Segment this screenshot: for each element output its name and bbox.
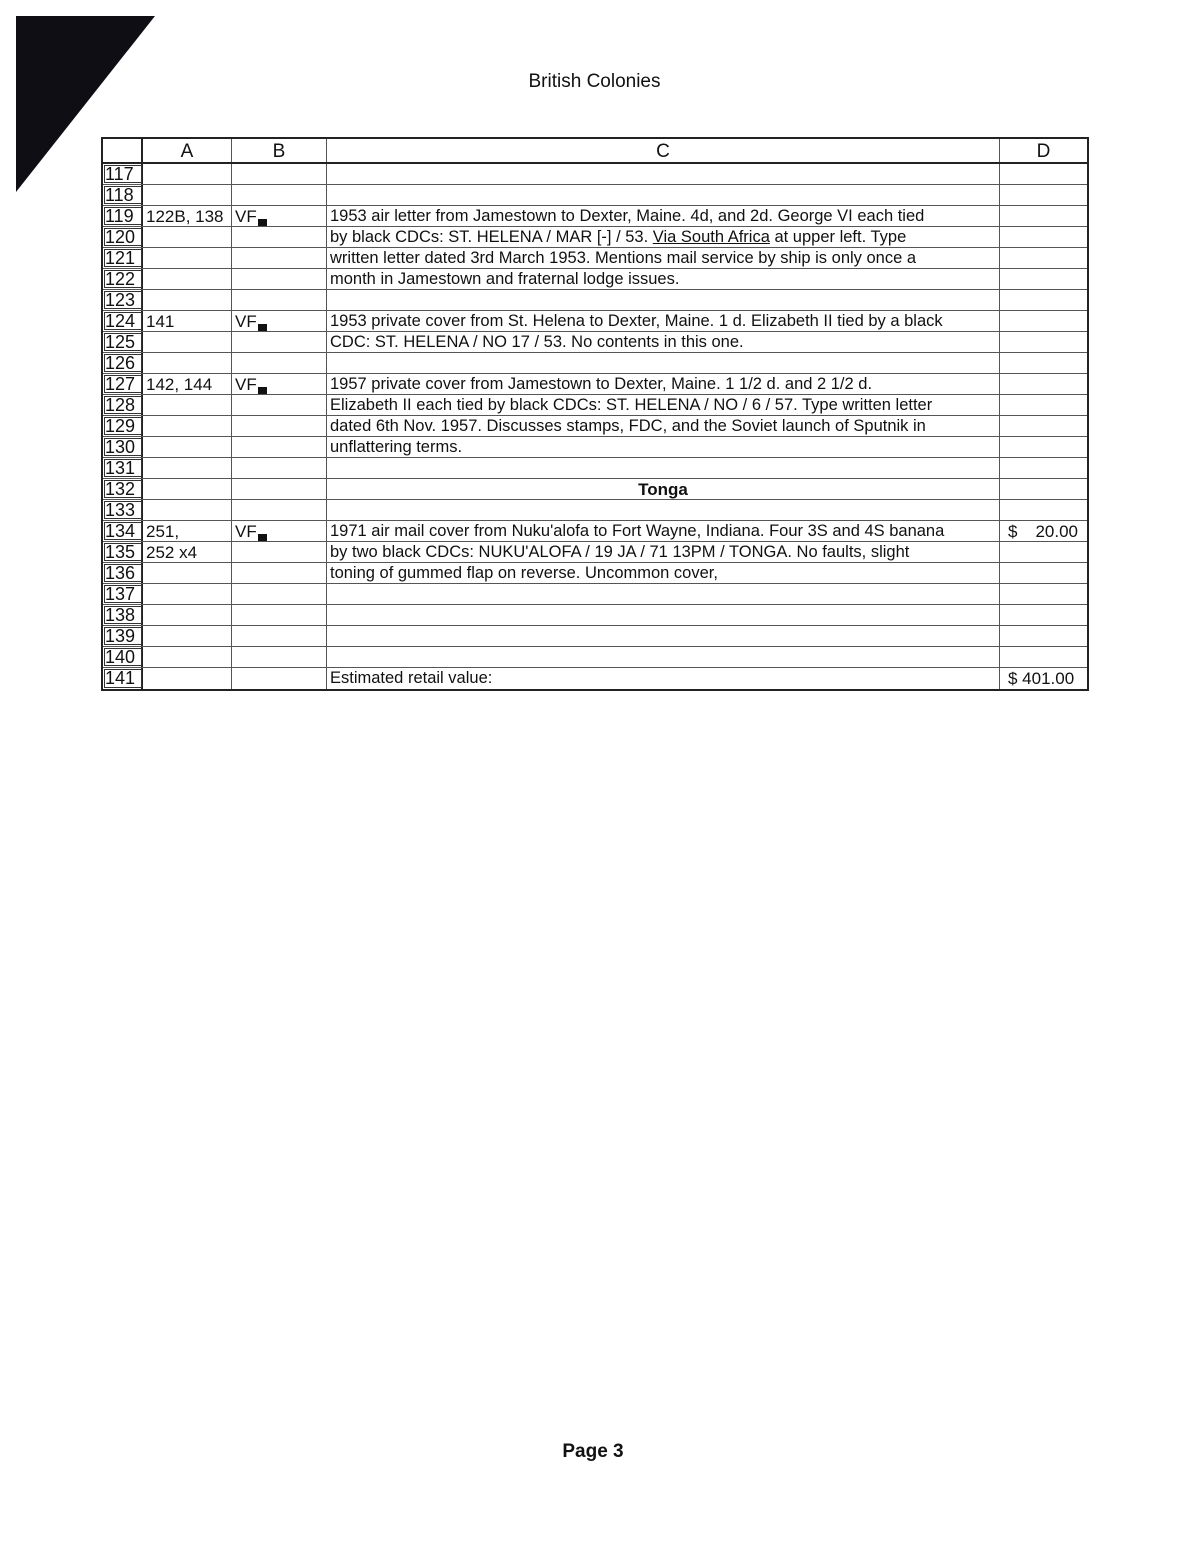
column-header-d: D: [1036, 141, 1051, 162]
cell-c: month in Jamestown and fraternal lodge issues.: [327, 269, 1000, 289]
cell-b: [232, 668, 327, 689]
row-number: 121: [103, 248, 143, 268]
underlined-route-text: Via South Africa: [652, 228, 770, 246]
cell-d: [1000, 437, 1087, 457]
cell-c: [327, 458, 1000, 478]
cell-a: [143, 395, 232, 415]
cell-b: [232, 605, 327, 625]
row-number: 140: [103, 647, 143, 667]
cell-b: [232, 416, 327, 436]
cell-c: by two black CDCs: NUKU'ALOFA / 19 JA / 71 13PM / TONGA. No faults, slight: [327, 542, 1000, 562]
row-number: 124: [103, 311, 143, 331]
corner-header-cell: [103, 139, 143, 162]
cell-a: 251,: [143, 521, 232, 541]
cell-c: [327, 626, 1000, 646]
row-number: 139: [103, 626, 143, 646]
cell-a: 252 x4: [143, 542, 232, 562]
cell-d: [1000, 332, 1087, 352]
table-row: [103, 206, 1087, 227]
cell-d: [1000, 647, 1087, 667]
cell-a: [143, 605, 232, 625]
cell-a: [143, 353, 232, 373]
grade-mark-icon: [258, 387, 267, 394]
cell-b: [232, 563, 327, 583]
page-number: Page 3: [562, 1441, 624, 1462]
table-row: [103, 668, 1087, 689]
cell-d: [1000, 395, 1087, 415]
cell-b: [232, 479, 327, 499]
cell-b: [232, 542, 327, 562]
cell-b: [232, 206, 327, 226]
row-number: 123: [103, 290, 143, 310]
cell-b: [232, 185, 327, 205]
cell-d: [1000, 605, 1087, 625]
cell-d: [1000, 542, 1087, 562]
row-number: 117: [103, 164, 143, 184]
cell-a: [143, 437, 232, 457]
table-row: [103, 290, 1087, 311]
cell-d: [1000, 626, 1087, 646]
cell-b: [232, 332, 327, 352]
cell-b: [232, 269, 327, 289]
cell-b: [232, 164, 327, 184]
table-row: [103, 353, 1087, 374]
estimated-value-total: $ 401.00: [1008, 669, 1075, 688]
row-number: 141: [103, 668, 143, 689]
cell-c: written letter dated 3rd March 1953. Mentions mail service by ship is only once a: [327, 248, 1000, 268]
cell-c: [327, 185, 1000, 205]
cell-d: [1000, 227, 1087, 247]
row-number: 120: [103, 227, 143, 247]
column-header-c: C: [327, 139, 1000, 162]
cell-d: [1000, 290, 1087, 310]
currency-symbol: $: [1008, 522, 1018, 541]
table-row: [103, 437, 1087, 458]
cell-d: [1000, 269, 1087, 289]
table-row: [103, 458, 1087, 479]
row-number: 118: [103, 185, 143, 205]
cell-a: [143, 185, 232, 205]
cell-b: [232, 395, 327, 415]
grade-label: VF: [235, 207, 257, 226]
cell-c: [327, 353, 1000, 373]
row-number: 130: [103, 437, 143, 457]
cell-c: 1957 private cover from Jamestown to Dexter, Maine. 1 1/2 d. and 2 1/2 d.: [327, 374, 1000, 394]
price-amount: 20.00: [1035, 522, 1078, 541]
row-number: 128: [103, 395, 143, 415]
cell-c: [327, 647, 1000, 667]
section-heading-tonga: Tonga: [327, 479, 1000, 499]
cell-d: [1000, 206, 1087, 226]
grade-label: VF: [235, 375, 257, 394]
cell-a: [143, 563, 232, 583]
cell-a: [143, 500, 232, 520]
table-row: [103, 521, 1087, 542]
cell-a: [143, 626, 232, 646]
cell-d: [1000, 164, 1087, 184]
row-number: 132: [103, 479, 143, 499]
row-number: 125: [103, 332, 143, 352]
cell-c-text: at upper left. Type: [769, 228, 907, 246]
table-row: [103, 185, 1087, 206]
row-number: 134: [103, 521, 143, 541]
cell-c: [327, 227, 1000, 247]
row-number: 127: [103, 374, 143, 394]
cell-b: [232, 290, 327, 310]
cell-a: [143, 269, 232, 289]
cell-c-text: by black CDCs: ST. HELENA / MAR [-] / 53.: [330, 228, 653, 246]
cell-d: [1000, 416, 1087, 436]
table-row: [103, 500, 1087, 521]
column-header-b: B: [232, 139, 327, 162]
cell-a: [143, 647, 232, 667]
cell-a: [143, 290, 232, 310]
spreadsheet: [101, 137, 1089, 691]
cell-c: 1971 air mail cover from Nuku'alofa to Fort Wayne, Indiana. Four 3S and 4S banana: [327, 521, 1000, 541]
table-row: [103, 227, 1087, 248]
cell-b: [232, 521, 327, 541]
row-number: 135: [103, 542, 143, 562]
row-number: 129: [103, 416, 143, 436]
cell-a: [143, 332, 232, 352]
cell-b: [232, 500, 327, 520]
cell-d: [1000, 374, 1087, 394]
cell-a: [143, 248, 232, 268]
cell-b: [232, 248, 327, 268]
cell-d: [1000, 479, 1087, 499]
cell-a: [143, 416, 232, 436]
cell-d: [1000, 500, 1087, 520]
cell-a: [143, 458, 232, 478]
column-header-a: A: [143, 139, 232, 162]
cell-c: [327, 290, 1000, 310]
grade-label: VF: [235, 312, 257, 331]
cell-c: [327, 584, 1000, 604]
cell-b: [232, 374, 327, 394]
cell-b: [232, 311, 327, 331]
table-row: [103, 563, 1087, 584]
row-number: 119: [103, 206, 143, 226]
row-number: 138: [103, 605, 143, 625]
table-row: [103, 164, 1087, 185]
cell-c: [327, 164, 1000, 184]
cell-b: [232, 647, 327, 667]
table-row: [103, 626, 1087, 647]
cell-c: unflattering terms.: [327, 437, 1000, 457]
cell-b: [232, 584, 327, 604]
table-row: [103, 479, 1087, 500]
grade-mark-icon: [258, 534, 267, 541]
row-number: 126: [103, 353, 143, 373]
cell-a: [143, 479, 232, 499]
cell-a: [143, 668, 232, 689]
table-row: [103, 605, 1087, 626]
cell-d: [1000, 458, 1087, 478]
cell-c: 1953 air letter from Jamestown to Dexter, Maine. 4d, and 2d. George VI each tied: [327, 206, 1000, 226]
row-number: 133: [103, 500, 143, 520]
table-row: [103, 374, 1087, 395]
estimated-value-label: Estimated retail value:: [327, 668, 1000, 689]
table-row: [103, 269, 1087, 290]
cell-c: CDC: ST. HELENA / NO 17 / 53. No contents in this one.: [327, 332, 1000, 352]
cell-d: [1000, 248, 1087, 268]
cell-c: [327, 605, 1000, 625]
grade-label: VF: [235, 522, 257, 541]
cell-d: [1000, 584, 1087, 604]
cell-a: [143, 164, 232, 184]
page-title: British Colonies: [528, 71, 661, 92]
cell-c: Elizabeth II each tied by black CDCs: ST. HELENA / NO / 6 / 57. Type written letter: [327, 395, 1000, 415]
cell-b: [232, 437, 327, 457]
cell-a: 122B, 138: [143, 206, 232, 226]
table-row: [103, 332, 1087, 353]
column-header-row: [103, 139, 1087, 164]
cell-b: [232, 353, 327, 373]
cell-c: dated 6th Nov. 1957. Discusses stamps, FDC, and the Soviet launch of Sputnik in: [327, 416, 1000, 436]
cell-d: [1000, 185, 1087, 205]
row-number: 122: [103, 269, 143, 289]
row-number: 137: [103, 584, 143, 604]
cell-d-price: [1000, 521, 1087, 541]
cell-c: 1953 private cover from St. Helena to Dexter, Maine. 1 d. Elizabeth II tied by a black: [327, 311, 1000, 331]
cell-a: [143, 584, 232, 604]
cell-d: [1000, 563, 1087, 583]
cell-b: [232, 626, 327, 646]
table-row: [103, 416, 1087, 437]
cell-b: [232, 227, 327, 247]
cell-a: [143, 227, 232, 247]
row-number: 136: [103, 563, 143, 583]
cell-a: 142, 144: [143, 374, 232, 394]
row-number: 131: [103, 458, 143, 478]
table-row: [103, 395, 1087, 416]
cell-c: toning of gummed flap on reverse. Uncommon cover,: [327, 563, 1000, 583]
table-row: [103, 647, 1087, 668]
grade-mark-icon: [258, 219, 267, 226]
cell-a: 141: [143, 311, 232, 331]
table-row: [103, 584, 1087, 605]
cell-d: [1000, 353, 1087, 373]
cell-d: [1000, 311, 1087, 331]
grade-mark-icon: [258, 324, 267, 331]
table-row: [103, 311, 1087, 332]
table-row: [103, 248, 1087, 269]
cell-b: [232, 458, 327, 478]
table-row: [103, 542, 1087, 563]
cell-c: [327, 500, 1000, 520]
